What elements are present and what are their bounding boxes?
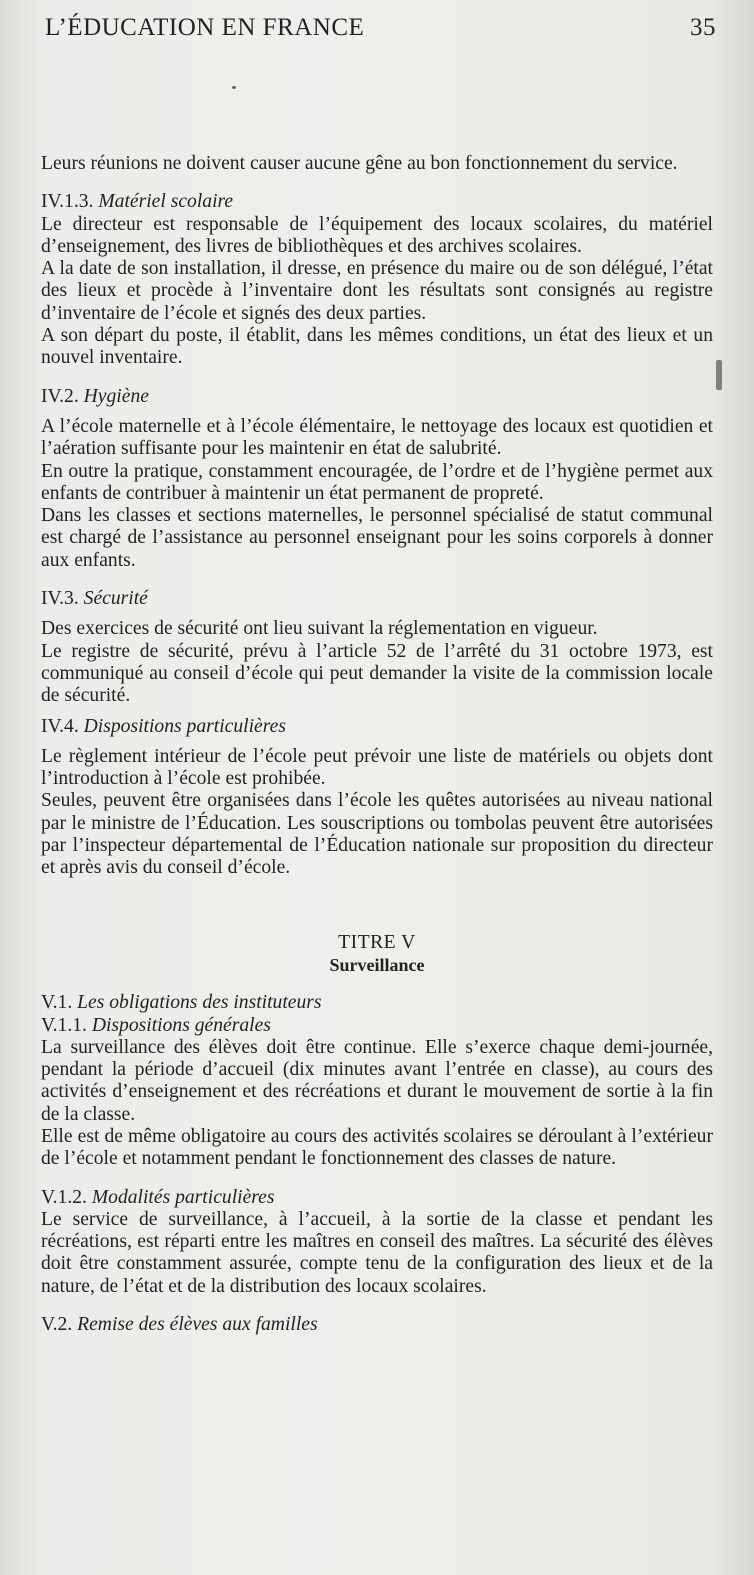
running-head <box>45 14 716 42</box>
paragraph: En outre la pratique, constamment encouragée, de l’ordre et de l’hygiène permet aux enfants de contribuer à maintenir un état permanent de propreté. <box>41 460 713 504</box>
section-heading-v-1-2 <box>41 1187 713 1209</box>
paragraph: Dans les classes et sections maternelles, le personnel spécialisé de statut communal est chargé de l’assistance au personnel enseignant pour les soins corporels à donner aux enfants. <box>41 505 713 571</box>
section-title: Remise des élèves aux familles <box>77 1314 318 1336</box>
section-title: Matériel scolaire <box>98 191 234 213</box>
section-title: Les obligations des instituteurs <box>77 992 322 1014</box>
page-content <box>41 153 713 1336</box>
paragraph: Le directeur est responsable de l’équipement des locaux scolaires, du matériel d’enseignement, des livres de bibliothèques et des archives scolaires. <box>41 213 713 257</box>
margin-mark <box>716 360 722 390</box>
section-heading-iv-4 <box>41 716 713 738</box>
titre-heading: TITRE V <box>338 931 416 953</box>
paragraph: Le service de surveillance, à l’accueil, à la sortie de la classe et pendant les récréations, est réparti entre les maîtres en conseil des maîtres. La sécurité des élèves doit être constamment assurée, compte tenu de la configuration des lieux et de la nature, de l’état et de la distribution des locaux scolaires. <box>41 1208 713 1297</box>
section-number: IV.1.3. <box>41 191 94 213</box>
section-number: V.1.2. <box>41 1186 87 1208</box>
paragraph: A la date de son installation, il dresse, en présence du maire ou de son délégué, l’état des lieux et procède à l’inventaire dont les résultats sont consignés au registre d’inventaire de l’école et signés des deux parties. <box>41 258 713 324</box>
running-title: L’ÉDUCATION EN FRANCE <box>45 14 365 41</box>
section-number: IV.2. <box>41 385 79 407</box>
section-title: Sécurité <box>83 588 148 610</box>
paragraph: Leurs réunions ne doivent causer aucune gêne au bon fonctionnement du service. <box>41 153 678 174</box>
paragraph: Le registre de sécurité, prévu à l’article 52 de l’arrêté du 31 octobre 1973, est communiqué au conseil d’école qui peut demander la visite de la commission locale de sécurité. <box>41 640 713 707</box>
section-number: V.1. <box>41 992 73 1014</box>
paragraph: Elle est de même obligatoire au cours des activités scolaires se déroulant à l’extérieur de l’école et notamment pendant le fonctionnement des classes de nature. <box>41 1125 713 1170</box>
section-heading-v-1 <box>41 992 713 1014</box>
section-heading-iv-2 <box>41 386 713 408</box>
section-heading-v-2 <box>41 1314 713 1336</box>
titre-subheading: Surveillance <box>329 954 425 975</box>
section-number: V.2. <box>41 1314 73 1336</box>
section-heading-iv-1-3 <box>41 191 713 213</box>
section-title: Dispositions générales <box>91 1014 271 1036</box>
paragraph: A son départ du poste, il établit, dans les mêmes conditions, un état des lieux et un nouvel inventaire. <box>41 325 713 369</box>
section-heading-v-1-1 <box>41 1015 713 1037</box>
section-title: Modalités particulières <box>91 1186 275 1208</box>
paper-speck <box>232 86 236 89</box>
paragraph: Le règlement intérieur de l’école peut prévoir une liste de matériels ou objets dont l’introduction à l’école est prohibée. <box>41 745 713 790</box>
paragraph: La surveillance des élèves doit être continue. Elle s’exerce chaque demi-journée, pendant la période d’accueil (dix minutes avant l’entrée en classe), au cours des activités d’enseignement et des récréations et durant le mouvement de sortie à la fin de la classe. <box>41 1036 713 1125</box>
paragraph: Seules, peuvent être organisées dans l’école les quêtes autorisées au niveau national par le ministre de l’Éducation. Les souscriptions ou tombolas peuvent être autorisées par l’inspecteur départemental de l’Éducation nationale sur proposition du directeur et après avis du conseil d’école. <box>41 790 713 879</box>
section-number: IV.3. <box>41 588 79 610</box>
section-number: IV.4. <box>41 715 79 737</box>
paragraph: A l’école maternelle et à l’école élémentaire, le nettoyage des locaux est quotidien et l’aération suffisante pour les maintenir en état de salubrité. <box>41 415 713 460</box>
page-number: 35 <box>690 14 716 41</box>
section-title: Dispositions particulières <box>83 715 286 737</box>
section-heading-iv-3 <box>41 588 713 610</box>
section-title: Hygiène <box>83 385 149 407</box>
section-number: V.1.1. <box>41 1014 87 1036</box>
paragraph: Des exercices de sécurité ont lieu suivant la réglementation en vigueur. <box>41 618 598 640</box>
